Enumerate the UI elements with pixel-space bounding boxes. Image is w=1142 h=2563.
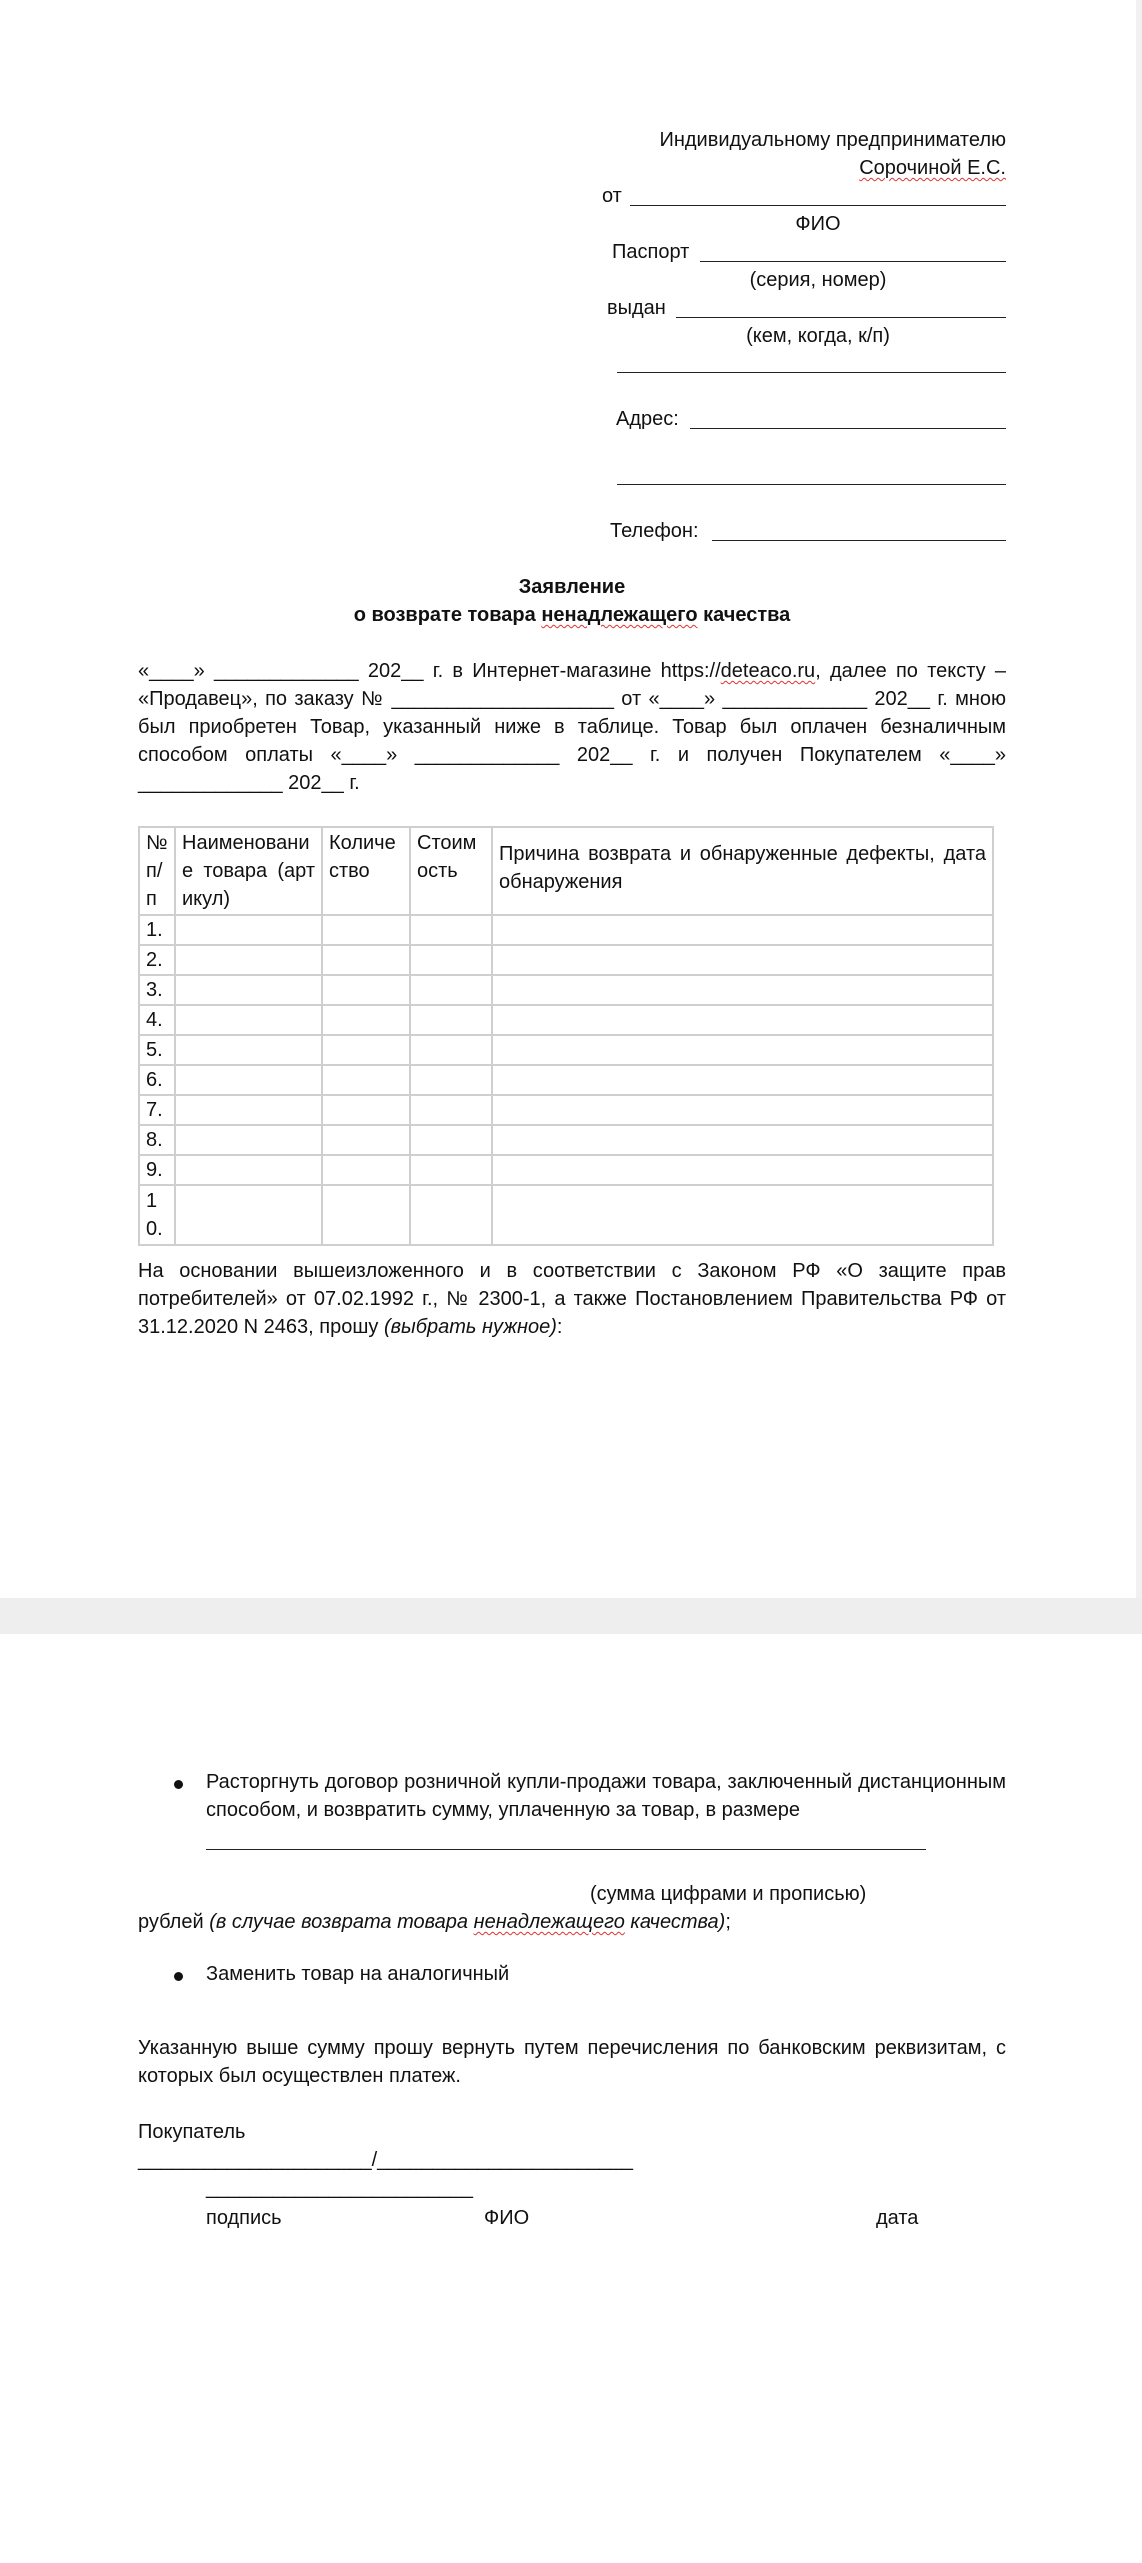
document-subtitle xyxy=(138,601,1006,629)
items-table xyxy=(138,826,994,1246)
phone-line[interactable] xyxy=(712,540,1006,541)
issued-caption: (кем, когда, к/п) xyxy=(746,325,890,347)
cell-quantity[interactable] xyxy=(322,945,410,975)
from-label: от xyxy=(602,185,622,207)
rubles-note xyxy=(209,1911,725,1933)
cell-cost[interactable] xyxy=(410,1095,492,1125)
table-row xyxy=(139,915,993,945)
passport-label: Паспорт xyxy=(612,241,690,263)
cell-quantity[interactable] xyxy=(322,1005,410,1035)
refund-paragraph: Указанную выше сумму прошу вернуть путем перечисления по банковским реквизитам, с которых был осуществлен платеж. xyxy=(138,2037,1006,2087)
table-header-row xyxy=(139,827,993,915)
rubles-end: ; xyxy=(725,1911,731,1933)
issued-label: выдан xyxy=(607,297,666,319)
cell-name[interactable] xyxy=(175,915,322,945)
rubles-note-suffix: качества) xyxy=(624,1911,726,1933)
intro-site[interactable]: deteaco.ru xyxy=(720,660,816,682)
cell-cost[interactable] xyxy=(410,1185,492,1245)
row-number: 3. xyxy=(139,975,175,1005)
rubles-note-prefix: (в случае возврата товара xyxy=(209,1911,474,1933)
row-number: 1. xyxy=(139,915,175,945)
addressee-line-2 xyxy=(859,154,1006,182)
fio-caption: ФИО xyxy=(795,213,841,235)
cell-reason[interactable] xyxy=(492,1185,993,1245)
signature-sub-line[interactable]: ________________________ xyxy=(206,2177,473,2199)
row-number: 10. xyxy=(139,1185,175,1245)
intro-part-1: «____» _____________ 202__ г. в Интернет-магазине https:// xyxy=(138,660,721,682)
cell-name[interactable] xyxy=(175,1035,322,1065)
cell-quantity[interactable] xyxy=(322,1095,410,1125)
header-reason: Причина возврата и обнаруженные дефекты, дата обнаружения xyxy=(492,827,993,915)
bullet-icon xyxy=(174,1780,183,1789)
caption-date: дата xyxy=(876,2207,919,2229)
option-refund: Расторгнуть договор розничной купли-продажи товара, заключенный дистанционным способом, и возвратить сумму, уплаченную за товар, в размере xyxy=(206,1771,1006,1821)
cell-name[interactable] xyxy=(175,945,322,975)
row-number: 6. xyxy=(139,1065,175,1095)
cell-cost[interactable] xyxy=(410,1155,492,1185)
caption-signature: подпись xyxy=(206,2207,282,2229)
sum-caption: (сумма цифрами и прописью) xyxy=(590,1883,867,1905)
bullet-icon xyxy=(174,1972,183,1981)
subtitle-part-2: качества xyxy=(697,604,791,626)
cell-name[interactable] xyxy=(175,1065,322,1095)
cell-reason[interactable] xyxy=(492,1125,993,1155)
address-line-2[interactable] xyxy=(617,484,1006,485)
rubles-note-squiggle: ненадлежащего xyxy=(473,1911,625,1933)
page-gap xyxy=(0,1598,1142,1634)
option-replace: Заменить товар на аналогичный xyxy=(206,1963,510,1985)
header-cost: Стоимость xyxy=(410,827,492,915)
passport-line[interactable] xyxy=(700,261,1006,262)
issued-line[interactable] xyxy=(676,317,1006,318)
cell-quantity[interactable] xyxy=(322,1155,410,1185)
subtitle-part-1: о возврате товара xyxy=(353,604,542,626)
table-row xyxy=(139,1095,993,1125)
table-row xyxy=(139,1185,993,1245)
cell-name[interactable] xyxy=(175,975,322,1005)
header-name: Наименование товара (артикул) xyxy=(175,827,322,915)
table-row xyxy=(139,1155,993,1185)
cell-cost[interactable] xyxy=(410,975,492,1005)
cell-name[interactable] xyxy=(175,1095,322,1125)
cell-name[interactable] xyxy=(175,1155,322,1185)
cell-name[interactable] xyxy=(175,1005,322,1035)
header-quantity: Количество xyxy=(322,827,410,915)
cell-cost[interactable] xyxy=(410,945,492,975)
cell-name[interactable] xyxy=(175,1125,322,1155)
subtitle-squiggle-word: ненадлежащего xyxy=(541,604,698,626)
intro-part-2: , далее по тексту – «Продавец», по заказу № ____________________ от «____» _____________ 202__ г. мною был приобретен Товар, указанный ниже в таблице. Товар был оплачен безналичным способом оплаты «____» _____________ 202__ г. и получен Покупателем «____» _____________ 202__ г. xyxy=(138,660,1006,794)
address-label: Адрес: xyxy=(616,408,679,430)
cell-quantity[interactable] xyxy=(322,1185,410,1245)
cell-reason[interactable] xyxy=(492,1035,993,1065)
rubles-line xyxy=(138,1908,731,1936)
phone-label: Телефон: xyxy=(610,520,699,542)
sum-line[interactable] xyxy=(206,1849,926,1850)
page-edge xyxy=(1136,0,1142,1598)
table-row xyxy=(139,1005,993,1035)
signature-line[interactable]: _____________________/_______________________ xyxy=(138,2149,633,2171)
table-row xyxy=(139,1065,993,1095)
row-number: 2. xyxy=(139,945,175,975)
cell-reason[interactable] xyxy=(492,945,993,975)
cell-quantity[interactable] xyxy=(322,1125,410,1155)
cell-reason[interactable] xyxy=(492,975,993,1005)
table-row xyxy=(139,1035,993,1065)
row-number: 7. xyxy=(139,1095,175,1125)
cell-reason[interactable] xyxy=(492,915,993,945)
cell-cost[interactable] xyxy=(410,1035,492,1065)
intro-paragraph xyxy=(138,657,1006,797)
row-number: 4. xyxy=(139,1005,175,1035)
row-number: 8. xyxy=(139,1125,175,1155)
cell-reason[interactable] xyxy=(492,1095,993,1125)
cell-cost[interactable] xyxy=(410,1065,492,1095)
cell-reason[interactable] xyxy=(492,1155,993,1185)
cell-reason[interactable] xyxy=(492,1005,993,1035)
basis-text: На основании вышеизложенного и в соответствии с Законом РФ «О защите прав потребителей» от 07.02.1992 г., № 2300-1, а также Постановлением Правительства РФ от 31.12.2020 N 2463, прошу xyxy=(138,1260,1006,1338)
document-page-2 xyxy=(0,1634,1136,2563)
cell-quantity[interactable] xyxy=(322,975,410,1005)
addressee-line-1: Индивидуальному предпринимателю xyxy=(659,129,1006,151)
row-number: 5. xyxy=(139,1035,175,1065)
passport-caption: (серия, номер) xyxy=(749,269,887,291)
table-row xyxy=(139,945,993,975)
cell-cost[interactable] xyxy=(410,1125,492,1155)
address-line[interactable] xyxy=(690,428,1006,429)
table-row xyxy=(139,1125,993,1155)
from-line[interactable] xyxy=(630,205,1006,206)
cell-name[interactable] xyxy=(175,1185,322,1245)
cell-cost[interactable] xyxy=(410,915,492,945)
buyer-label: Покупатель xyxy=(138,2121,246,2143)
row-number: 9. xyxy=(139,1155,175,1185)
cell-quantity[interactable] xyxy=(322,915,410,945)
addressee-surname: Сорочиной Е.С. xyxy=(859,157,1006,179)
table-row xyxy=(139,975,993,1005)
caption-fio: ФИО xyxy=(484,2207,530,2229)
rubles-text: рублей xyxy=(138,1911,210,1933)
cell-quantity[interactable] xyxy=(322,1035,410,1065)
issued-line-2[interactable] xyxy=(617,372,1006,373)
cell-quantity[interactable] xyxy=(322,1065,410,1095)
basis-end: : xyxy=(556,1316,563,1338)
basis-italic: (выбрать нужное) xyxy=(383,1316,557,1338)
document-title: Заявление xyxy=(518,576,626,598)
cell-cost[interactable] xyxy=(410,1005,492,1035)
basis-paragraph xyxy=(138,1257,1006,1341)
header-number: № п/п xyxy=(139,827,175,915)
cell-reason[interactable] xyxy=(492,1065,993,1095)
